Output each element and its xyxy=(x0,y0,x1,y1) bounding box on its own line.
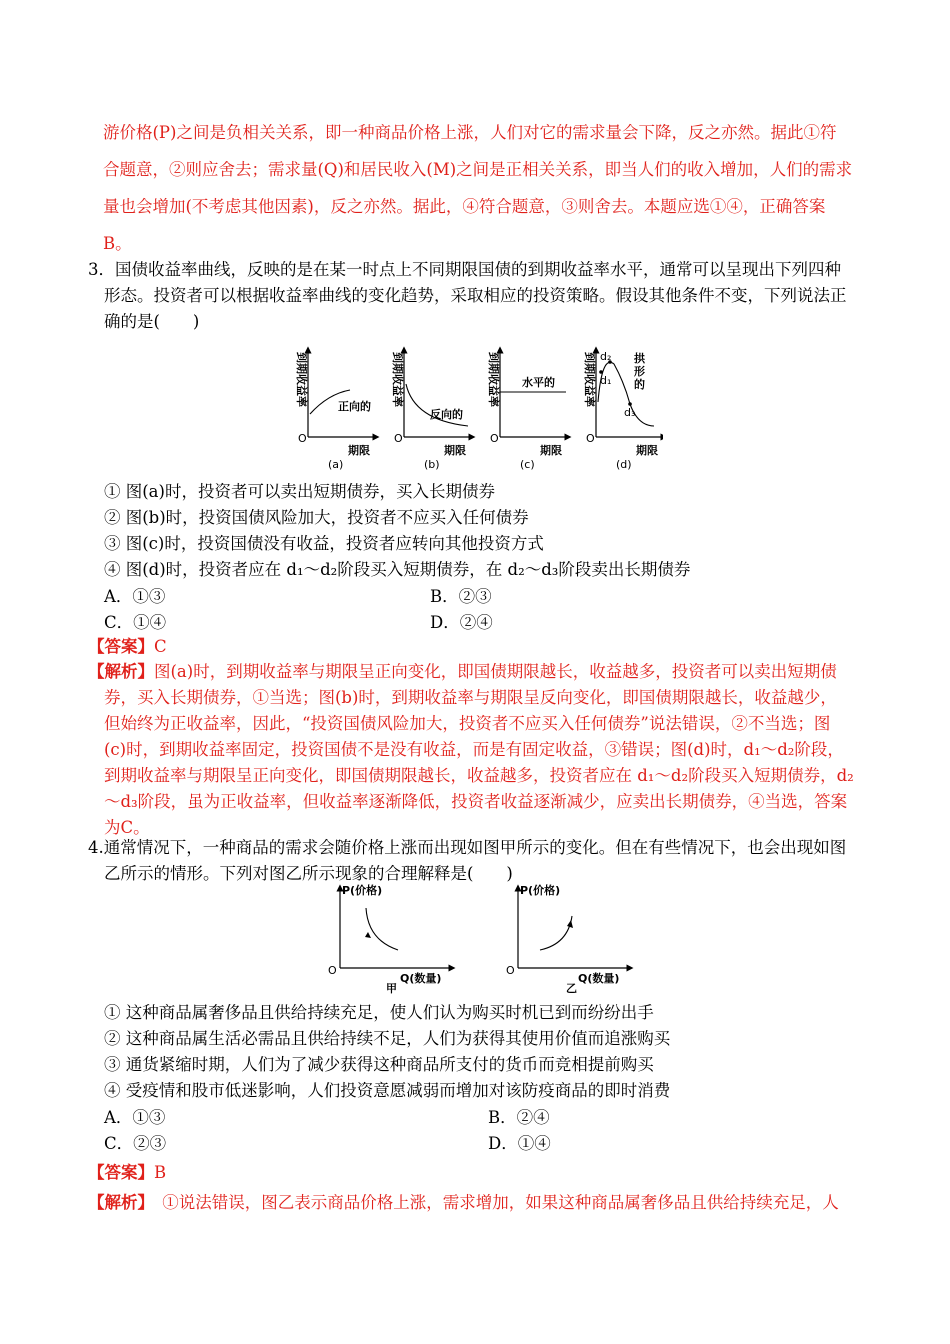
q3-expl-line: 券，买入长期债券，①当选；图(b)时，到期收益率与期限呈反向变化，即国债期限越长，收益越少， xyxy=(104,688,837,707)
origin-label: O xyxy=(394,432,403,445)
q4-item: ③ 通货紧缩时期，人们为了减少获得这种商品所支付的货币而竞相提前购买 xyxy=(104,1055,654,1074)
q4-answer xyxy=(88,1160,878,1186)
q3-items xyxy=(104,479,894,583)
answer-value: B xyxy=(154,1163,167,1182)
q3-expl-line: (c)时，到期收益率固定，投资国债不是没有收益，而是有固定收益，③错误；图(d)时，d₁～d₂阶段， xyxy=(104,740,844,759)
q3-option-c: C．①④ xyxy=(104,613,167,632)
q2-expl-line: B。 xyxy=(103,234,132,253)
q4-option-d: D．①④ xyxy=(488,1134,551,1153)
panel-yi xyxy=(506,883,630,994)
q4-item: ④ 受疫情和股市低迷影响，人们投资意愿减弱而增加对该防疫商品的即时消费 xyxy=(104,1081,671,1100)
panel-jia xyxy=(328,883,452,994)
y-axis-label: 到期收益率 xyxy=(487,352,500,407)
q4-expl-line: ①说法错误，图乙表示商品价格上涨，需求增加，如果这种商品属奢侈品且供给持续充足，人 xyxy=(145,1193,839,1212)
q3-expl-line: 为C。 xyxy=(104,818,150,837)
q4-option-b: B．②④ xyxy=(488,1108,550,1127)
q2-expl-line: 量也会增加(不考虑其他因素)，反之亦然。据此，④符合题意，③则舍去。本题应选①④，正确答案 xyxy=(103,197,826,216)
origin-label: O xyxy=(328,964,337,977)
q3-option-d: D．②④ xyxy=(430,613,493,632)
answer-label: 【答案】 xyxy=(88,637,154,656)
q2-expl-line: 合题意，②则应舍去；需求量(Q)和居民收入(M)之间是正相关关系，即当人们的收入增加，人们的需求 xyxy=(103,160,853,179)
q4-option-a: A．①③ xyxy=(104,1108,166,1127)
q4-items xyxy=(104,1000,894,1104)
q4-option-c: C．②③ xyxy=(104,1134,167,1153)
q3-stem-line: 确的是( ) xyxy=(104,312,200,331)
d2-label: d₂ xyxy=(600,350,612,363)
caption-jia: 甲 xyxy=(386,982,397,994)
explanation-label: 【解析】 xyxy=(88,662,154,681)
q3-expl-line: 图(a)时，到期收益率与期限呈正向变化，即国债期限越长，收益越多，投资者可以卖出短期债 xyxy=(154,662,837,681)
y-axis-label: 到期收益率 xyxy=(295,352,308,407)
q4-item: ① 这种商品属奢侈品且供给持续充足，使人们认为购买时机已到而纷纷出手 xyxy=(104,1003,654,1022)
answer-label: 【答案】 xyxy=(88,1163,154,1182)
q3-stem-line: 形态。投资者可以根据收益率曲线的变化趋势，采取相应的投资策略。假设其他条件不变，下列说法正 xyxy=(104,286,847,305)
curve-label-d: 拱形的 xyxy=(634,352,645,391)
q4-stem xyxy=(88,835,878,887)
q3-option-b: B．②③ xyxy=(430,587,492,606)
q3-expl-line: 到期收益率与期限呈正向变化，即国债期限越长，收益越多，投资者应在 d₁～d₂阶段买入短期债券，d₂ xyxy=(104,766,854,785)
q3-item: ① 图(a)时，投资者可以卖出短期债券，买入长期债券 xyxy=(104,482,495,501)
q3-item: ② 图(b)时，投资国债风险加大，投资者不应买入任何债券 xyxy=(104,508,529,527)
y-axis-label: P(价格) xyxy=(342,884,383,897)
caption-b: (b) xyxy=(424,458,440,471)
q4-explanation xyxy=(88,1190,878,1216)
d1-label: d₁ xyxy=(600,374,612,387)
curve-yi xyxy=(540,916,572,950)
demand-figure xyxy=(322,882,642,994)
y-axis-label: 到期收益率 xyxy=(583,352,596,407)
caption-c: (c) xyxy=(520,458,535,471)
q3-explanation xyxy=(88,659,878,841)
q4-stem-line: 通常情况下，一种商品的需求会随价格上涨而出现如图甲所示的变化。但在有些情况下，也会出现如图 xyxy=(103,838,847,857)
y-axis-label: 到期收益率 xyxy=(391,352,404,407)
q3-stem xyxy=(88,257,878,335)
panel-d xyxy=(583,350,663,471)
x-axis-label: 期限 xyxy=(636,444,658,457)
d3-label: d₃ xyxy=(624,406,636,419)
q3-item: ③ 图(c)时，投资国债没有收益，投资者应转向其他投资方式 xyxy=(104,534,544,553)
q3-expl-line: 但始终为正收益率，因此，“投资国债风险加大，投资者不应买入任何债券”说法错误，②不当选；图 xyxy=(104,714,831,733)
yield-curve-figure xyxy=(288,342,663,472)
x-axis-label: 期限 xyxy=(444,444,466,457)
q3-answer xyxy=(88,634,878,660)
q2-explanation xyxy=(103,114,873,262)
origin-label: O xyxy=(490,432,499,445)
q3-option-a: A．①③ xyxy=(104,587,166,606)
q3-expl-line: ～d₃阶段，虽为正收益率，但收益率逐渐降低，投资者收益逐渐减少，应卖出长期债券，④当选，答案 xyxy=(104,792,848,811)
caption-a: (a) xyxy=(328,458,344,471)
q2-expl-line: 游价格(P)之间是负相关关系，即一种商品价格上涨，人们对它的需求量会下降，反之亦然。据此①符 xyxy=(103,123,837,142)
x-axis-label: Q(数量) xyxy=(400,972,442,985)
curve-label-c: 水平的 xyxy=(522,376,555,389)
origin-label: O xyxy=(298,432,307,445)
curve-label-a: 正向的 xyxy=(338,400,371,413)
panel-c xyxy=(487,350,568,471)
explanation-label: 【解析】 xyxy=(88,1193,146,1212)
caption-yi: 乙 xyxy=(566,982,577,994)
answer-value: C xyxy=(154,637,167,656)
curve-label-b: 反向的 xyxy=(430,408,463,421)
x-axis-label: Q(数量) xyxy=(578,972,620,985)
q4-item: ② 这种商品属生活必需品且供给持续不足，人们为获得其使用价值而追涨购买 xyxy=(104,1029,671,1048)
q3-number: 3． xyxy=(88,260,115,279)
x-axis-label: 期限 xyxy=(348,444,370,457)
y-axis-label: P(价格) xyxy=(520,884,561,897)
x-axis-label: 期限 xyxy=(540,444,562,457)
curve-jia xyxy=(366,908,398,950)
q3-stem-line: 国债收益率曲线，反映的是在某一时点上不同期限国债的到期收益率水平，通常可以呈现出下列四种 xyxy=(115,260,841,279)
q4-stem-line: 乙所示的情形。下列对图乙所示现象的合理解释是( ) xyxy=(104,864,513,883)
origin-label: O xyxy=(586,432,595,445)
q4-number: 4. xyxy=(88,838,104,857)
q3-item: ④ 图(d)时，投资者应在 d₁～d₂阶段买入短期债券，在 d₂～d₃阶段卖出长期债券 xyxy=(104,560,691,579)
panel-b xyxy=(391,350,472,471)
caption-d: (d) xyxy=(616,458,632,471)
panel-a xyxy=(295,350,376,471)
origin-label: O xyxy=(506,964,515,977)
